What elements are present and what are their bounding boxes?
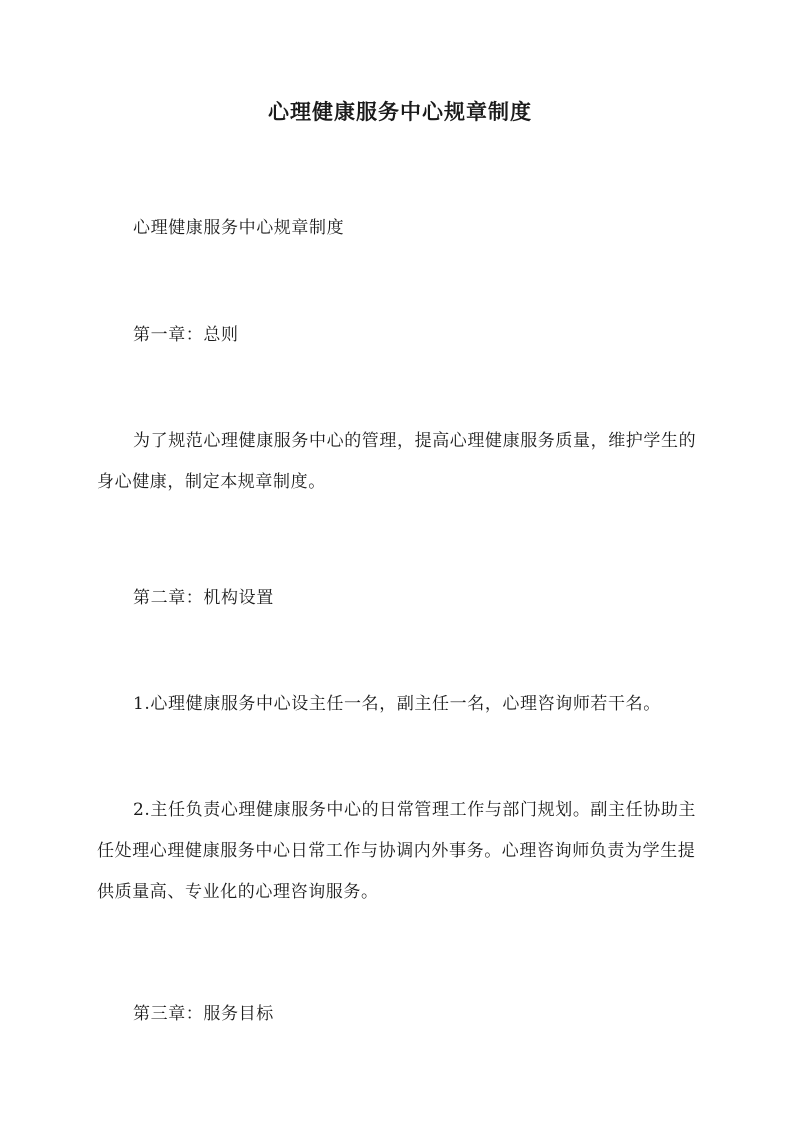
paragraph-subtitle: 心理健康服务中心规章制度: [133, 218, 345, 238]
document-title: 心理健康服务中心规章制度: [268, 99, 532, 124]
chapter-2-item-1: 1.心理健康服务中心设主任一名，副主任一名，心理咨询师若干名。: [133, 694, 661, 714]
chapter-3-heading: 第三章：服务目标: [133, 1004, 274, 1024]
chapter-2-heading: 第二章：机构设置: [133, 588, 274, 608]
chapter-2-item-2: 2.主任负责心理健康服务中心的日常管理工作与部门规划。副主任协助主任处理心理健康服务中心日常工作与协调内外事务。心理咨询师负责为学生提供质量高、专业化的心理咨询服务。: [97, 800, 697, 902]
chapter-1-heading: 第一章：总则: [133, 325, 239, 345]
chapter-1-body: 为了规范心理健康服务中心的管理，提高心理健康服务质量，维护学生的身心健康，制定本规章制度。: [97, 431, 697, 492]
